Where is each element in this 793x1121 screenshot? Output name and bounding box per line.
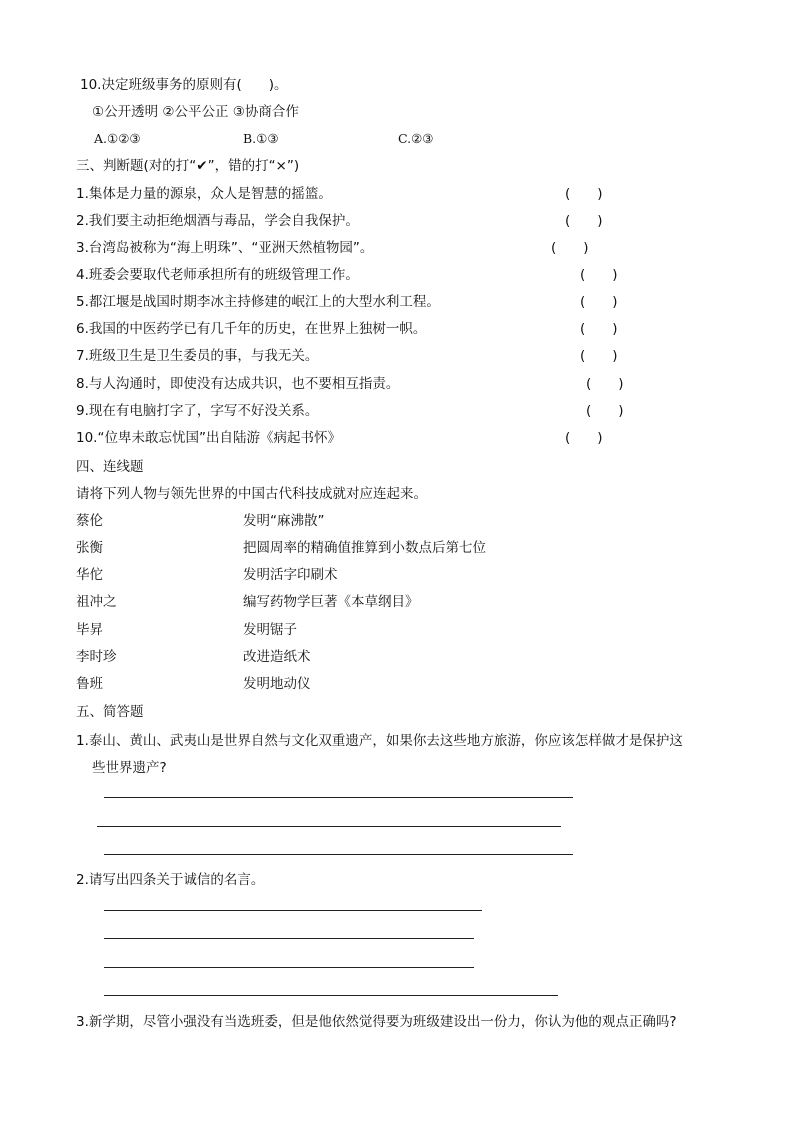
match-person[interactable]: 鲁班	[76, 676, 103, 692]
short-question-3: 3.新学期，尽管小强没有当选班委，但是他依然觉得要为班级建设出一份力，你认为他的观点正确吗?	[76, 1014, 677, 1030]
answer-line[interactable]	[104, 854, 573, 855]
match-person[interactable]: 蔡伦	[76, 513, 103, 529]
answer-line[interactable]	[104, 995, 558, 996]
judge-item: 9.现在有电脑打字了，字写不好没关系。	[76, 403, 319, 419]
answer-line[interactable]	[104, 938, 474, 939]
match-achievement[interactable]: 把圆周率的精确值推算到小数点后第七位	[243, 540, 486, 556]
answer-blank[interactable]: ( )	[580, 294, 618, 310]
match-person[interactable]: 毕昇	[76, 622, 103, 638]
question-10-principles: ①公开透明 ②公平公正 ③协商合作	[92, 104, 299, 120]
answer-blank[interactable]: ( )	[580, 267, 618, 283]
match-person[interactable]: 李时珍	[76, 649, 117, 665]
match-heading: 四、连线题	[76, 459, 144, 475]
short-question-2: 2.请写出四条关于诚信的名言。	[76, 872, 265, 888]
answer-line[interactable]	[97, 826, 561, 827]
judge-item: 5.都江堰是战国时期李冰主持修建的岷江上的大型水利工程。	[76, 294, 440, 310]
question-10: 10.决定班级事务的原则有( )。	[80, 77, 288, 93]
option-b: B.①③	[243, 131, 279, 146]
answer-blank[interactable]: ( )	[565, 213, 603, 229]
judge-heading: 三、判断题(对的打“✔”，错的打“×”)	[76, 158, 300, 174]
match-person[interactable]: 华佗	[76, 567, 103, 583]
match-achievement[interactable]: 编写药物学巨著《本草纲目》	[243, 594, 419, 610]
option-c: C.②③	[398, 131, 434, 146]
judge-item: 2.我们要主动拒绝烟酒与毒品，学会自我保护。	[76, 213, 359, 229]
judge-item: 6.我国的中医药学已有几千年的历史，在世界上独树一帜。	[76, 321, 427, 337]
answer-blank[interactable]: ( )	[580, 321, 618, 337]
answer-blank[interactable]: ( )	[580, 348, 618, 364]
match-achievement[interactable]: 改进造纸术	[243, 649, 311, 665]
short-question-1-cont: 些世界遗产?	[92, 760, 167, 776]
short-question-1: 1.泰山、黄山、武夷山是世界自然与文化双重遗产，如果你去这些地方旅游，你应该怎样做才是保护这	[76, 733, 683, 749]
judge-item: 1.集体是力量的源泉，众人是智慧的摇篮。	[76, 186, 332, 202]
answer-blank[interactable]: ( )	[565, 186, 603, 202]
answer-line[interactable]	[104, 910, 482, 911]
match-person[interactable]: 张衡	[76, 540, 103, 556]
judge-item: 7.班级卫生是卫生委员的事，与我无关。	[76, 348, 319, 364]
answer-blank[interactable]: ( )	[551, 240, 589, 256]
answer-line[interactable]	[104, 967, 474, 968]
answer-blank[interactable]: ( )	[565, 430, 603, 446]
judge-item: 4.班委会要取代老师承担所有的班级管理工作。	[76, 267, 359, 283]
match-achievement[interactable]: 发明活字印刷术	[243, 567, 338, 583]
match-achievement[interactable]: 发明地动仪	[243, 676, 311, 692]
answer-blank[interactable]: ( )	[586, 376, 624, 392]
match-person[interactable]: 祖冲之	[76, 594, 117, 610]
match-instruction: 请将下列人物与领先世界的中国古代科技成就对应连起来。	[76, 486, 427, 502]
match-achievement[interactable]: 发明锯子	[243, 622, 297, 638]
short-heading: 五、简答题	[76, 704, 144, 720]
judge-item: 10.“位卑未敢忘忧国”出自陆游《病起书怀》	[76, 430, 341, 446]
judge-item: 3.台湾岛被称为“海上明珠”、“亚洲天然植物园”。	[76, 240, 374, 256]
judge-item: 8.与人沟通时，即使没有达成共识，也不要相互指责。	[76, 376, 400, 392]
answer-line[interactable]	[104, 797, 573, 798]
answer-blank[interactable]: ( )	[586, 403, 624, 419]
option-a: A.①②③	[94, 131, 141, 146]
match-achievement[interactable]: 发明“麻沸散”	[243, 513, 325, 529]
